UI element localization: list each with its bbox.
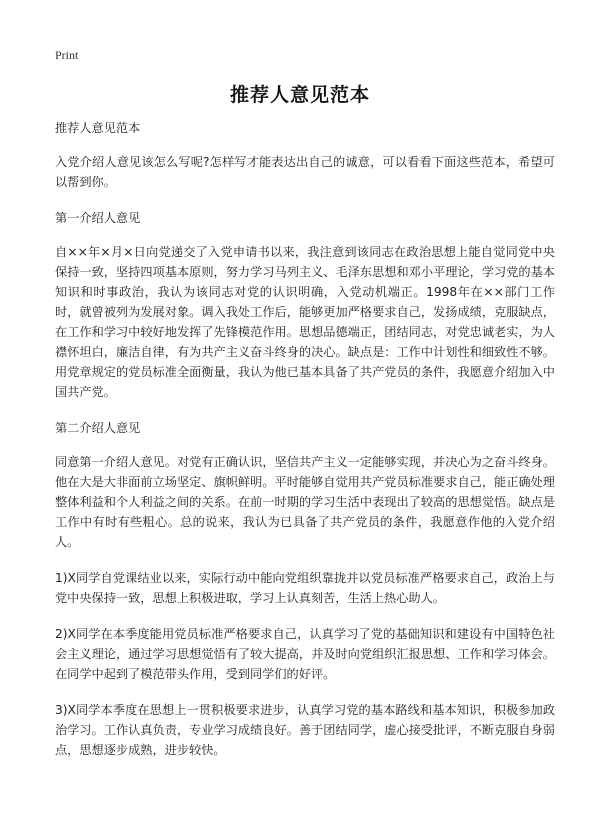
section1-paragraph: 自××年×月×日向党递交了入党申请书以来，我注意到该同志在政治思想上能自觉同党中央保持一致，坚持四项基本原则，努力学习马列主义、毛泽东思想和邓小平理论，学习党的基本知识和时事政治，我认为该同志对党的认识明确，入党动机端正。1998年在××部门工作时，就曾被列为发展对象。调入我处工作后，能够更加严格要求自己，发扬成绩，克服缺点，在工作和学习中较好地发挥了先锋模范作用。思想品德端正，团结同志，对党忠诚老实，为人襟怀坦白，廉洁自律，有为共产主义奋斗终身的决心。缺点是：工作中计划性和细致性不够。用党章规定的党员标准全面衡量，我认为他已基本具备了共产党员的条件，我愿意介绍加入中国共产党。 bbox=[55, 245, 555, 399]
document-subtitle: 推荐人意见范本 bbox=[55, 121, 141, 135]
list-item: 2)X同学在本季度能用党员标准严格要求自己，认真学习了党的基础知识和建设有中国特色社会主义理论，通过学习思想觉悟有了较大提高，并及时向党组织汇报思想、工作和学习体会。在同学中起到了模范带头作用，受到同学们的好评。 bbox=[55, 627, 555, 681]
section2-heading: 第二介绍人意见 bbox=[55, 421, 141, 435]
document-body bbox=[55, 118, 555, 776]
page-title: 推荐人意见范本 bbox=[229, 84, 370, 106]
list-item: 3)X同学本季度在思想上一贯积极要求进步，认真学习党的基本路线和基本知识，积极参加政治学习。工作认真负责，专业学习成绩良好。善于团结同学，虚心接受批评，不断克服自身弱点，思想逐步成熟，进步较快。 bbox=[55, 703, 555, 757]
intro-paragraph: 入党介绍人意见该怎么写呢?怎样写才能表达出自己的诚意，可以看看下面这些范本，希望可以帮到你。 bbox=[55, 155, 555, 189]
print-link[interactable]: Print bbox=[55, 48, 79, 62]
section2-paragraph: 同意第一介绍人意见。对党有正确认识，坚信共产主义一定能够实现，并决心为之奋斗终身。他在大是大非面前立场坚定、旗帜鲜明。平时能够自觉用共产党员标准要求自己，能正确处理整体利益和个人利益之间的关系。在前一时期的学习生活中表现出了较高的思想觉悟。缺点是工作中有时有些粗心。总的说来，我认为已具备了共产党员的条件，我愿意作他的入党介绍人。 bbox=[55, 455, 555, 549]
list-item: 1)X同学自党课结业以来，实际行动中能向党组织靠拢并以党员标准严格要求自己，政治上与党中央保持一致，思想上积极进取，学习上认真刻苦，生活上热心助人。 bbox=[55, 571, 555, 605]
section1-heading: 第一介绍人意见 bbox=[55, 211, 141, 225]
